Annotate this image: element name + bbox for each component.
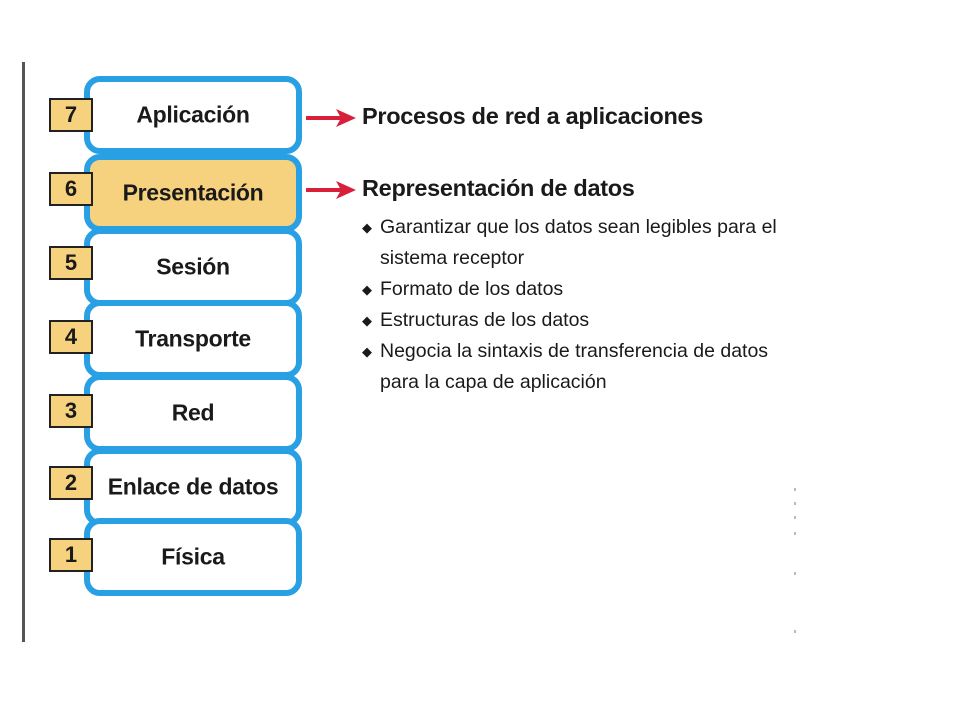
presentation-callout: Representación de datos: [362, 175, 635, 201]
layer-1-number: 1: [49, 538, 93, 572]
layer-4-box: [84, 300, 302, 378]
arrow-right-icon: [306, 180, 356, 200]
layer-7-name: Aplicación: [136, 101, 250, 128]
list-item: [362, 305, 802, 336]
layer-5-number: 5: [49, 246, 93, 280]
layer-1-name: Física: [161, 543, 225, 570]
layer-6-name: Presentación: [122, 179, 264, 206]
layer-5-box: [84, 228, 302, 306]
list-item: [362, 212, 802, 274]
bullet-text: Estructuras de los datos: [380, 309, 590, 331]
bullet-text: Negocia la sintaxis de transferencia de datos para la capa de aplicación: [380, 340, 769, 393]
layer-3-name: Red: [171, 399, 215, 426]
layer-5-name: Sesión: [156, 253, 230, 280]
diamond-bullet-icon: ◆: [362, 313, 372, 328]
osi-layer-stack: [84, 76, 302, 594]
list-item: [362, 336, 802, 398]
layer-4-number: 4: [49, 320, 93, 354]
edge-artifact: [794, 488, 797, 638]
bullet-text: Formato de los datos: [380, 278, 564, 300]
layer-2-box: [84, 448, 302, 526]
diamond-bullet-icon: ◆: [362, 344, 372, 359]
layer-7-number: 7: [49, 98, 93, 132]
layer-2-name: Enlace de datos: [107, 473, 279, 500]
list-item: [362, 274, 802, 305]
application-callout: Procesos de red a aplicaciones: [362, 103, 704, 129]
layer-1-box: [84, 518, 302, 596]
layer-6-number: 6: [49, 172, 93, 206]
left-divider-line: [22, 62, 25, 642]
layer-3-number: 3: [49, 394, 93, 428]
bullet-text: Garantizar que los datos sean legibles para el sistema receptor: [380, 216, 777, 269]
layer-3-box: [84, 374, 302, 452]
layer-6-box: [84, 154, 302, 232]
layer-2-number: 2: [49, 466, 93, 500]
arrow-right-icon: [306, 108, 356, 128]
diamond-bullet-icon: ◆: [362, 282, 372, 297]
layer-7-box: [84, 76, 302, 154]
presentation-bullet-list: [362, 212, 802, 398]
layer-4-name: Transporte: [135, 325, 251, 352]
diamond-bullet-icon: ◆: [362, 220, 372, 235]
